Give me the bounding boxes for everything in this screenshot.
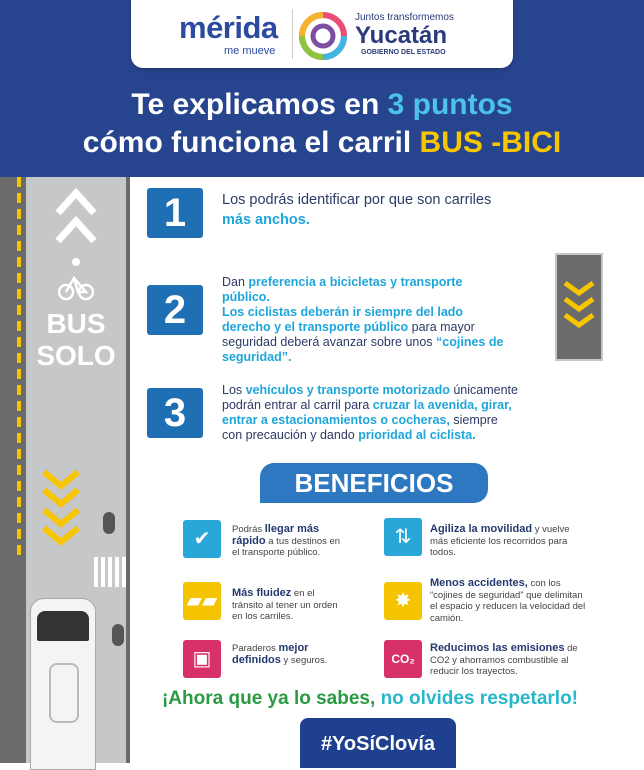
point-number-2: 2 (147, 285, 203, 335)
point-text: Los podrás identificar por que son carriles (222, 192, 492, 208)
benefit-text: con los “cojines de seguridad” que delimitan el espacio y reducen la velocidad del camión. (430, 578, 586, 624)
bus-illustration (30, 598, 96, 770)
co2-car-icon: CO₂ (384, 640, 422, 678)
benefit-text: de CO2 y ahorramos combustible al reducir los trayectos. (430, 643, 578, 677)
sign-chevrons-icon (557, 255, 601, 359)
headline-highlight: BUS -BICI (419, 126, 562, 159)
merge-arrows-icon: ⇅ (384, 518, 422, 556)
point-highlight: prioridad al ciclista. (358, 428, 476, 442)
closing-highlight: no olvides respetarlo! (380, 688, 579, 709)
benefit-text: Paraderos (232, 643, 279, 654)
crosswalk (94, 557, 126, 587)
benefit-text: Podrás (232, 524, 265, 535)
benefit-1 (232, 524, 342, 559)
benefit-text: a tus destinos en el transporte público. (232, 535, 341, 558)
up-chevrons-icon (52, 185, 100, 249)
merida-logo-text: mérida (179, 10, 278, 45)
yucatan-logo-subtitle: GOBIERNO DEL ESTADO (361, 49, 446, 56)
yucatan-logo-text: Yucatán (355, 22, 448, 49)
headline-text: cómo funciona el carril (82, 126, 420, 159)
benefit-bold: Más fluidez (232, 587, 292, 599)
point-text: Los (222, 383, 246, 397)
hashtag-badge: #YoSíClovía (300, 718, 456, 768)
road-text-bus: BUS (46, 308, 106, 339)
benefit-text: y seguros. (280, 654, 328, 666)
point-3-text (222, 383, 518, 443)
point-highlight: cruzar la avenida, girar, entrar a estacionamientos o cocheras, (222, 398, 512, 427)
closing-text: ¡Ahora que ya lo sabes, (161, 688, 381, 709)
point-highlight: vehículos y transporte motorizado (245, 383, 450, 397)
logo-card (131, 0, 513, 68)
point-text: únicamente podrán entrar al carril para (222, 383, 518, 412)
yucatan-tagline: Juntos transformemos (355, 12, 454, 23)
benefit-bold: llegar más rápido (232, 523, 320, 547)
point-highlight: más anchos. (222, 212, 310, 228)
shield-check-icon: ✔ (183, 520, 221, 558)
benefit-bold: Agiliza la movilidad (430, 523, 533, 535)
benefit-text: en el tránsito al tener un orden en los carriles. (232, 588, 338, 622)
bus-window (37, 611, 89, 641)
cushion-sign-illustration (555, 253, 603, 361)
bus-stop-icon: ▣ (183, 640, 221, 678)
headline-line-2 (0, 126, 644, 160)
benefit-bold: Reducimos las emisiones (430, 642, 565, 654)
safety-cushion-chevrons-icon (40, 468, 82, 546)
traffic-cars-icon: ▰▰ (183, 582, 221, 620)
point-1-text (222, 190, 502, 230)
point-highlight: Los ciclistas deberán ir siempre del lado derecho y el transporte público (222, 305, 464, 334)
road-text-solo: SOLO (36, 340, 116, 371)
yucatan-logo-icon (297, 10, 349, 62)
point-text: Dan (222, 275, 249, 289)
point-number-1: 1 (147, 188, 203, 238)
point-text: para mayor seguridad deberá avanzar sobre unos (222, 320, 475, 349)
bus-roof-hatch (49, 663, 79, 723)
headline-line-1 (0, 88, 644, 122)
benefit-bold: mejor definidos (232, 642, 309, 666)
bicycle-icon (58, 256, 94, 304)
headline-highlight: 3 puntos (387, 88, 513, 121)
cyclist-icon (112, 624, 124, 646)
headline-text: Te explicamos en (131, 88, 388, 121)
merida-logo-subtitle: me mueve (224, 45, 276, 57)
benefit-2 (430, 524, 590, 559)
point-highlight: “cojines de seguridad”. (222, 335, 504, 364)
point-2-text (222, 275, 512, 365)
benefit-3 (232, 588, 342, 623)
benefit-text: y vuelve más eficiente los recorridos para todos. (430, 524, 570, 558)
closing-message (150, 688, 590, 710)
point-highlight: preferencia a bicicletas y transporte público. (222, 275, 463, 304)
benefit-5 (232, 643, 342, 666)
cyclist-icon (103, 512, 115, 534)
accident-cars-icon: ✸ (384, 582, 422, 620)
point-text: siempre con precaución y dando (222, 413, 498, 442)
benefit-bold: Menos accidentes, (430, 577, 528, 589)
benefits-title: BENEFICIOS (260, 463, 488, 503)
benefit-6 (430, 643, 590, 678)
benefit-4 (430, 578, 590, 624)
lane-center-line (17, 177, 21, 557)
point-number-3: 3 (147, 388, 203, 438)
logo-divider (292, 9, 293, 59)
